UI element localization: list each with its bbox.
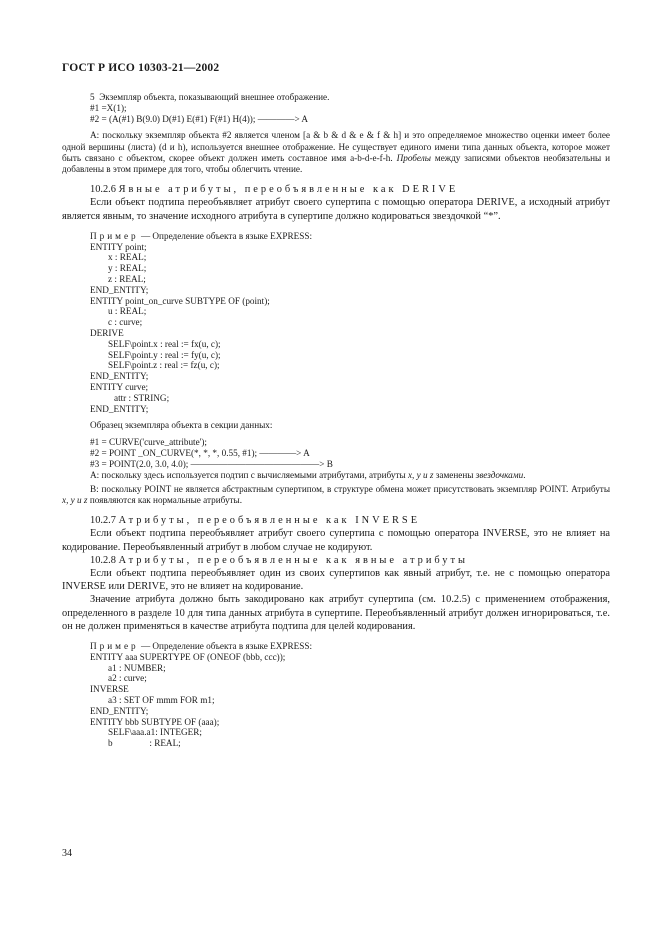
section-10-2-8-body-2: Значение атрибута должно быть закодировано как атрибут супертипа (см. 10.2.5) с применением отображения, определенного в разделе 10 для типа данных атрибута в супертипе. Переобъявленный атрибут должен игнорироваться, т.е. он не должен применяться в качестве атрибута подтипа для целей кодирования. — [62, 594, 610, 632]
example-1-title: Пример — Определение объекта в языке EXPRESS: — [90, 230, 313, 241]
code-line: ENTITY point; — [90, 241, 147, 252]
code-line: SELF\aaa.a1: INTEGER; — [108, 727, 202, 738]
section-10-2-8-heading: 10.2.8 Атрибуты, переобъявленные как явные атрибуты — [90, 554, 468, 566]
code-line: z : REAL; — [108, 274, 146, 284]
code-line: attr : STRING; — [114, 392, 170, 403]
express-code-1 — [62, 242, 610, 415]
code-line: #1 =X(1); — [90, 102, 127, 113]
example-5-block — [62, 92, 610, 124]
section-10-2-7-heading: 10.2.7 Атрибуты, переобъявленные как INVERSE — [90, 515, 421, 527]
code-line: x : REAL; — [108, 252, 147, 263]
code-line: a1 : NUMBER; — [108, 662, 166, 673]
page-number: 34 — [62, 848, 72, 859]
code-line: y : REAL; — [108, 263, 147, 274]
code-line: ENTITY bbb SUBTYPE OF (aaa); — [90, 716, 220, 727]
data-section-code — [62, 437, 610, 469]
code-line: INVERSE — [90, 684, 129, 695]
code-line: ENTITY aaa SUPERTYPE OF (ONEOF (bbb, ccc)); — [90, 651, 286, 662]
sample-label: Образец экземпляра объекта в секции данных: — [90, 420, 273, 431]
code-line: c : curve; — [108, 317, 143, 328]
example-2-title: Пример — Определение объекта в языке EXPRESS: — [90, 640, 313, 651]
note-a-2: A: поскольку здесь используется подтип с вычисляемыми атрибутами, атрибуты x, y и z заменены звездочками. — [90, 469, 526, 480]
code-line: #2 = POINT _ON_CURVE(*, *, *, 0.55, #1); ————> A — [90, 447, 310, 458]
code-line: #3 = POINT(2.0, 3.0, 4.0); ——————————————> B — [90, 458, 333, 469]
code-line: ENTITY curve; — [90, 381, 149, 392]
code-line: END_ENTITY; — [90, 705, 149, 716]
code-line: ENTITY point_on_curve SUBTYPE OF (point); — [90, 295, 270, 306]
code-line: SELF\point.x : real := fx(u, c); — [108, 338, 221, 349]
note-b-2: B: поскольку POINT не является абстрактным супертипом, в структуре обмена может присутствовать экземпляр POINT. Атрибуты x, y и z появляются как нормальные атрибуты. — [62, 483, 610, 505]
section-10-2-7-body: Если объект подтипа переобъявляет атрибут своего супертипа с помощью оператора INVERSE, это не влияет на кодирование. Переобъявленный атрибут в любом случае не кодируют. — [62, 528, 610, 553]
code-line: END_ENTITY; — [90, 371, 149, 382]
section-10-2-6-heading: 10.2.6 Явные атрибуты, переобъявленные как DERIVE — [90, 184, 459, 196]
document-header: ГОСТ Р ИСО 10303-21—2002 — [62, 62, 220, 74]
section-10-2-8-body-1: Если объект подтипа переобъявляет один из своих супертипов как явный атрибут, т.е. не с помощью оператора INVERSE или DERIVE, это не влияет на кодирование. — [62, 567, 610, 593]
code-line: 5 Экземпляр объекта, показывающий внешнее отображение. — [90, 92, 330, 102]
code-line: END_ENTITY; — [90, 403, 149, 414]
code-line: SELF\point.y : real := fy(u, c); — [108, 349, 221, 360]
express-code-2 — [62, 652, 610, 749]
code-line: END_ENTITY; — [90, 284, 149, 295]
code-line: a2 : curve; — [108, 673, 147, 684]
code-line: b : REAL; — [108, 738, 181, 749]
code-line: u : REAL; — [108, 306, 147, 317]
code-line: a3 : SET OF mmm FOR m1; — [108, 694, 215, 705]
code-line: #2 = (A(#1) B(9.0) D(#1) E(#1) F(#1) H(4)); ————> A — [90, 113, 309, 124]
code-line: DERIVE — [90, 327, 124, 338]
code-line: SELF\point.z : real := fz(u, c); — [108, 360, 220, 371]
note-a-1: A: поскольку экземпляр объекта #2 является членом [a & b & d & e & f & h] и это определяемое множество оценки имеет более одной вершины (листа) (d и h), используется внешнее отображение. Не существует единого имени типа данных объекта, которое может быть связано с объектом, скорее объект должен иметь составное имя a-b-d-e-f-h. Пробелы между записями объектов необязательны и добавлены в этом примере для того, чтобы облегчить чтение. — [62, 130, 611, 174]
document-page — [62, 62, 610, 749]
code-line: #1 = CURVE('curve_attribute'); — [90, 437, 207, 448]
section-10-2-6-body: Если объект подтипа переобъявляет атрибут своего супертипа с помощью оператора DERIVE, а исходный атрибут является явным, то значение исходного атрибута в супертипе должно кодироваться звездочкой “*”. — [62, 197, 610, 222]
